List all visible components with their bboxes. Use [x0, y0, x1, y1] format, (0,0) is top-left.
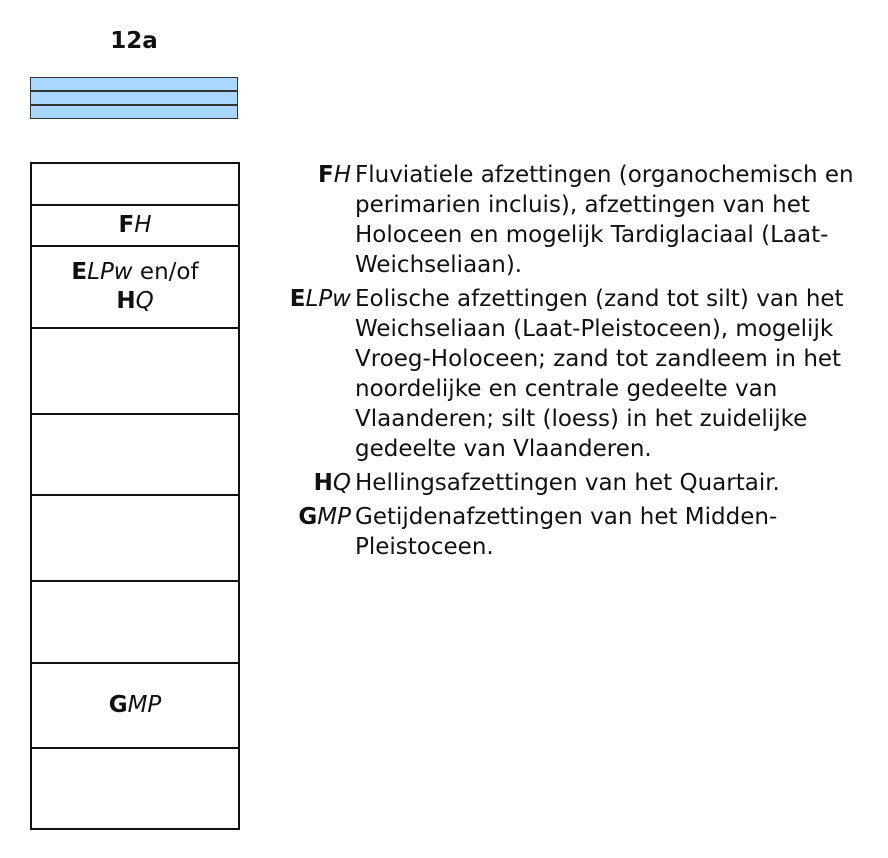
- unit-code-elpw: ELPw en/of: [71, 259, 199, 285]
- legend-entry-elpw: [270, 284, 870, 464]
- legend-entry-hq: [270, 468, 870, 498]
- column-cell-gmp: [32, 663, 238, 748]
- column-cell-4: [32, 328, 238, 414]
- legend-description-elpw: Eolische afzettingen (zand tot silt) van het Weichseliaan (Laat-Pleistoceen), mogelijk Vroeg-Holoceen; zand tot zandleem in het noordelijke en centrale gedeelte van Vlaanderen; silt (loess) in het zuidelijke gedeelte van Vlaanderen.: [355, 286, 844, 462]
- legend-description-fh: Fluviatiele afzettingen (organochemisch en perimarien incluis), afzettingen van het Holoceen en mogelijk Tardiglaciaal (Laat-Weichseliaan).: [355, 162, 854, 278]
- legend-entry-gmp: [270, 502, 870, 562]
- column-cell-6: [32, 495, 238, 581]
- column-cell-fh: [32, 205, 238, 246]
- unit-code-hq: HQ: [116, 288, 154, 314]
- water-layer-bottom: [30, 105, 238, 119]
- unit-code-fh: FH: [118, 212, 152, 238]
- water-layer-middle: [30, 91, 238, 105]
- column-cell-9: [32, 748, 238, 824]
- legend: [270, 160, 870, 566]
- legend-code-elpw: ELPw: [289, 286, 351, 312]
- legend-description-hq: Hellingsafzettingen van het Quartair.: [355, 470, 780, 496]
- column-cell-elpw-hq: [32, 246, 238, 328]
- legend-code-gmp: GMP: [298, 504, 351, 530]
- legend-code-fh: FH: [317, 162, 351, 188]
- column-cell-1: [32, 164, 238, 205]
- legend-entry-fh: [270, 160, 870, 280]
- column-cell-7: [32, 581, 238, 663]
- unit-code-gmp: GMP: [108, 692, 162, 718]
- stratigraphic-column: [30, 162, 240, 830]
- diagram-title: 12a: [110, 28, 158, 54]
- water-layer-top: [30, 77, 238, 91]
- legend-code-hq: HQ: [313, 470, 351, 496]
- legend-description-gmp: Getijdenafzettingen van het Midden-Pleistoceen.: [355, 504, 778, 560]
- column-cell-5: [32, 414, 238, 495]
